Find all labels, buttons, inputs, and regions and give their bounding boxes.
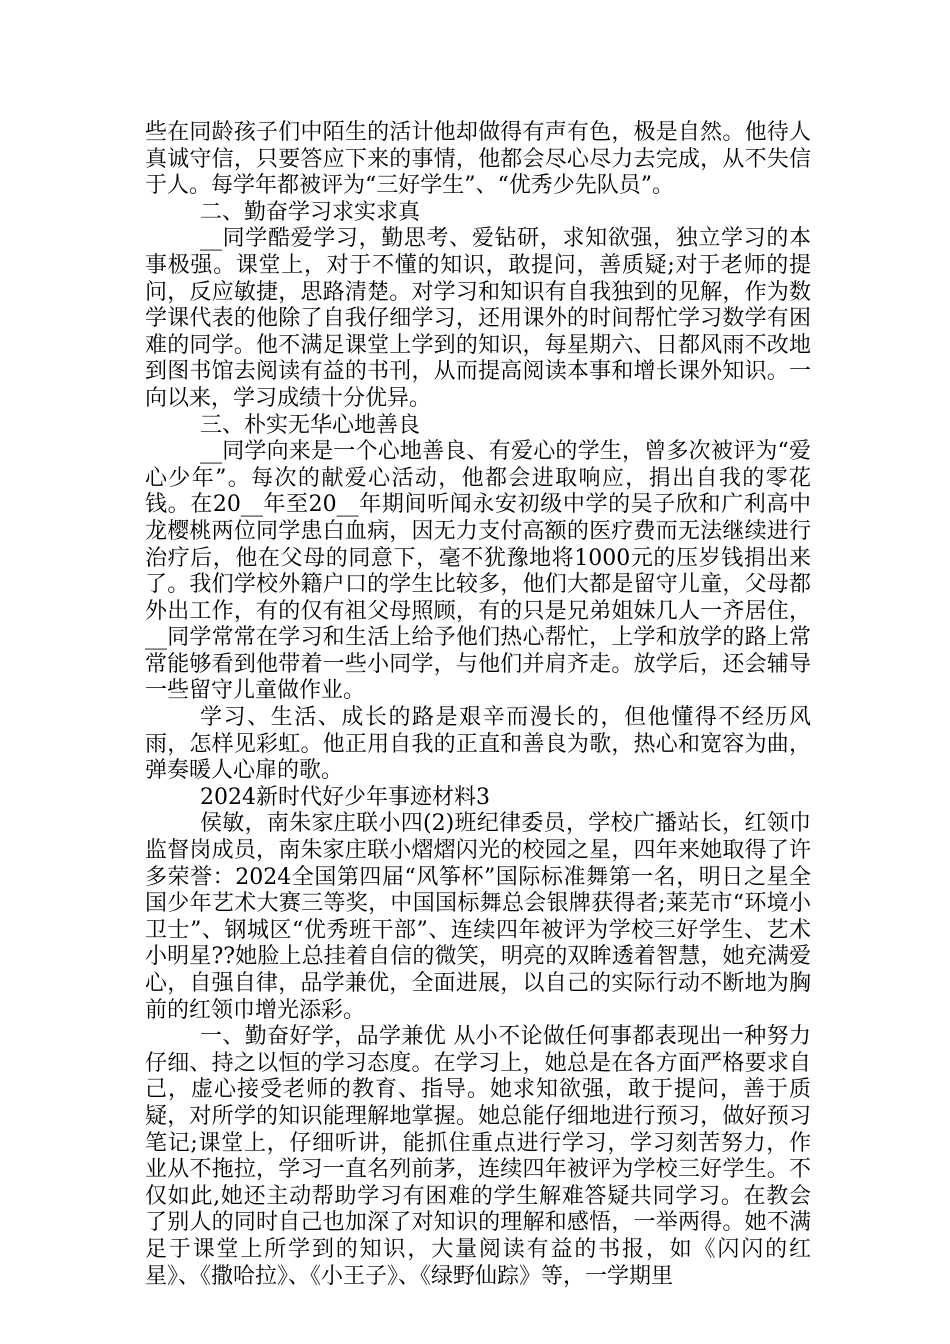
material-title: 2024新时代好少年事迹材料3 — [200, 784, 490, 810]
paragraph-summary: 学习、生活、成长的路是艰辛而漫长的，但他懂得不经历风雨，怎样见彩虹。他正用自我的正直和善良为歌，热心和宽容为曲，弹奏暖人心扉的歌。 — [145, 705, 811, 784]
paragraph-diligence: 一、勤奋好学，品学兼优 从小不论做任何事都表现出一种努力仔细、持之以恒的学习态度。在学习上，她总是在各方面严格要求自己，虚心接受老师的教育、指导。她求知欲强，敢于提问，善于质疑，对所学的知识能理解地掌握。她总能仔细地进行预习，做好预习笔记;课堂上，仔细听讲，能抓住重点进行学习，学习刻苦努力，作业从不拖拉，学习一直名列前茅，连续四年被评为学校三好学生。不仅如此,她还主动帮助学习有困难的学生解难答疑共同学习。在教会了别人的同时自己也加深了对知识的理解和感悟，一举两得。她不满足于课堂上所学到的知识，大量阅读有益的书报，如《闪闪的红星》、《撒哈拉》、《小王子》、《绿野仙踪》等，一学期里 — [145, 1024, 811, 1289]
paragraph-kindness: __同学向来是一个心地善良、有爱心的学生，曾多次被评为“爱心少年”。每次的献爱心活动，他都会进取响应，捐出自我的零花钱。在20__年至20__年期间听闻永安初级中学的吴子欣和广利高中龙樱桃两位同学患白血病，因无力支付高额的医疗费而无法继续进行治疗后，他在父母的同意下，毫不犹豫地将1000元的压岁钱捐出来了。我们学校外籍户口的学生比较多，他们大都是留守儿童，父母都外出工作，有的仅有祖父母照顾，有的只是兄弟姐妹几人一齐居住，__同学常常在学习和生活上给予他们热心帮忙，上学和放学的路上常常能够看到他带着一些小同学，与他们并肩齐走。放学后，还会辅导一些留守儿童做作业。 — [145, 439, 811, 704]
paragraph-continuation: 些在同龄孩子们中陌生的活计他却做得有声有色，极是自然。他待人真诚守信，只要答应下来的事情，他都会尽心尽力去完成，从不失信于人。每学年都被评为“三好学生”、“优秀少先队员”。 — [145, 120, 811, 199]
paragraph-introduction: 侯敏，南朱家庄联小四(2)班纪律委员，学校广播站长，红领巾监督岗成员，南朱家庄联小熠熠闪光的校园之星，四年来她取得了许多荣誉：2024全国第四届“风筝杯”国际标准舞第一名，明日之星全国少年艺术大赛三等奖，中国国标舞总会银牌获得者;莱芜市“环境小卫士”、钢城区“优秀班干部”、连续四年被评为学校三好学生、艺术小明星??她脸上总挂着自信的微笑，明亮的双眸透着智慧，她充满爱心，自强自律，品学兼优，全面进展，以自己的实际行动不断地为胸前的红领巾增光添彩。 — [145, 811, 812, 1023]
document-body — [145, 120, 811, 1290]
paragraph-study: __同学酷爱学习，勤思考、爱钻研，求知欲强，独立学习的本事极强。课堂上，对于不懂的知识，敢提问，善质疑;对于老师的提问，反应敏捷，思路清楚。对学习和知识有自我独到的见解，作为数学课代表的他除了自我仔细学习，还用课外的时间帮忙学习数学有困难的同学。他不满足课堂上学到的知识，每星期六、日都风雨不改地到图书馆去阅读有益的书刊，从而提高阅读本事和增长课外知识。一向以来，学习成绩十分优异。 — [145, 226, 811, 411]
section-heading-2: 二、勤奋学习求实求真 — [200, 199, 421, 225]
section-heading-3: 三、朴实无华心地善良 — [200, 412, 421, 438]
